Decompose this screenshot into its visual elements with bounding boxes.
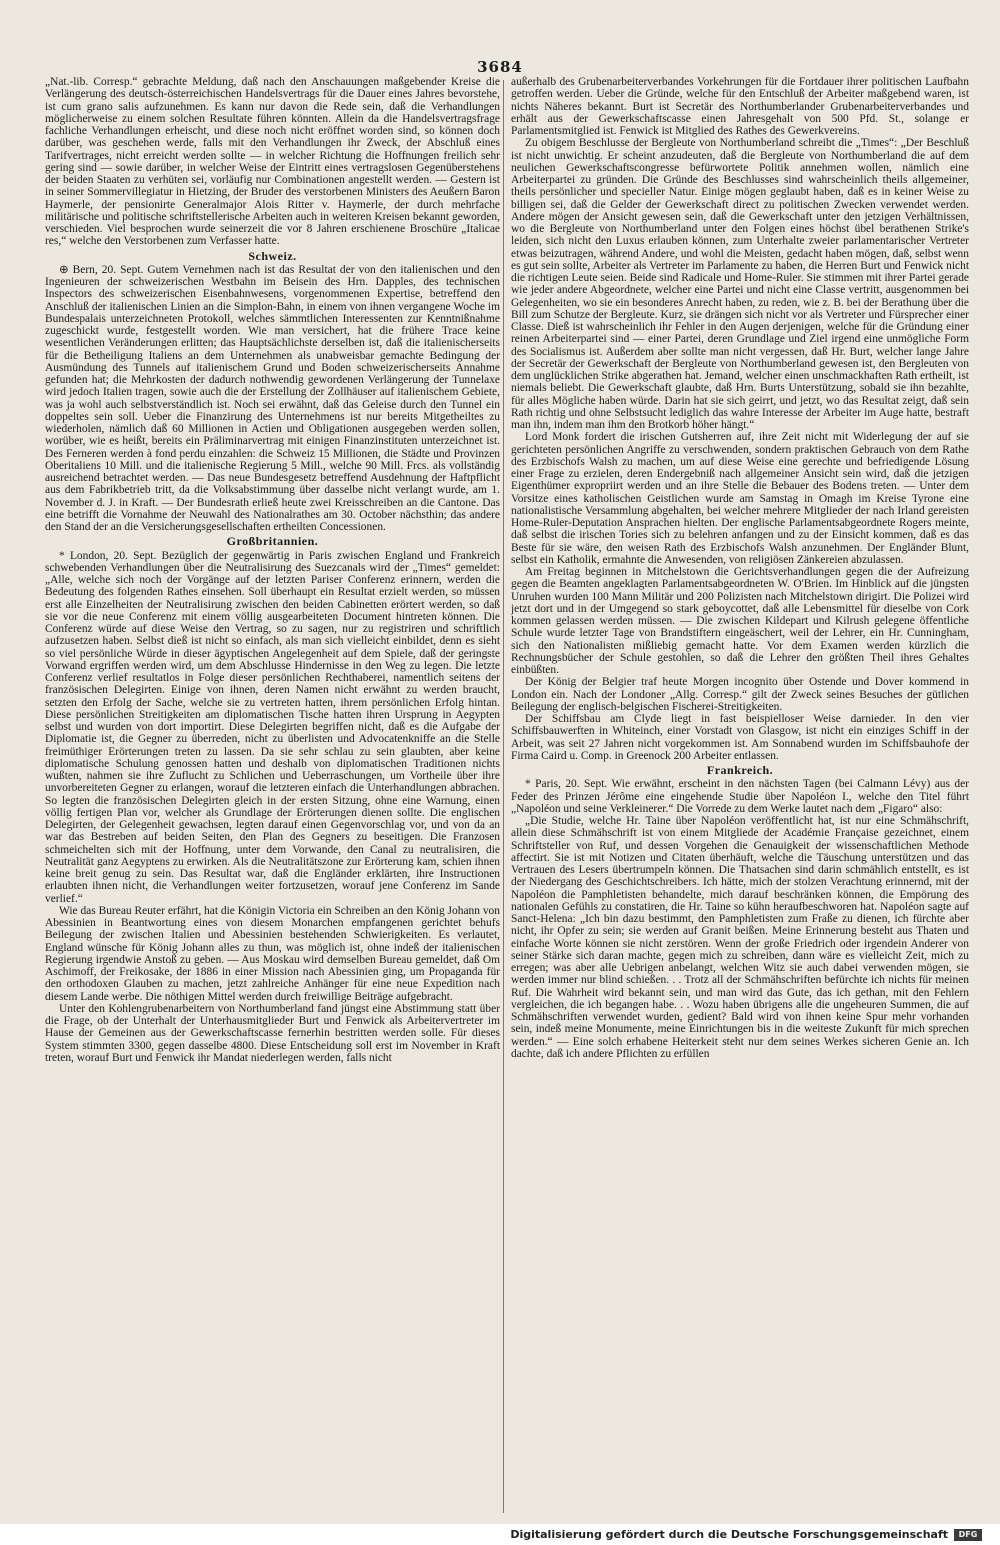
- article-paragraph: * London, 20. Sept. Bezüglich der gegenwärtig in Paris zwischen England und Frankreich schwebenden Verhandlungen über die Neutralisirung des Suezcanals wird der „Times“ gemeldet: „Alle, welche sich noch der Vorgänge auf der letzten Pariser Conferenz erinnern, werden die Bedeutung des folgenden Rathes einsehen. Soll überhaupt ein Resultat erzielt werden, so müssen erst alle Einzelheiten der Neutralisirung zwischen den beiden Cabinetten erörtert werden, so daß sie vor die neue Conferenz mit einem völlig ausgearbeiteten Document hintreten können. Die Conferenz würde auf diese Weise den Vertrag, so zu sagen, nur zu registriren und schriftlich aufzusetzen haben. Selbst dieß ist nicht so einfach, als man sich vielleicht einbildet, denn es sieht so viel persönliche Würde in dieser ägyptischen Angelegenheit auf dem Spiele, daß der geringste Vorwand ergriffen werden wird, um dem Abschlusse Hindernisse in den Weg zu legen. Die letzte Conferenz verlief resultatlos in Folge dieser persönlichen Rechthaberei, namentlich seitens der französischen Delegirten. Einige von ihnen, deren Namen nicht erwähnt zu werden braucht, setzten den Erfolg der Sache, welche sie zu vertreten hatten, ihrem persönlichen Erfolg hintan. Diese persönlichen Streitigkeiten am diplomatischen Tische hatten ihren Ursprung in Aegypten selbst und wurden von dort importirt. Diese Delegirten begriffen nicht, daß es die Aufgabe der Diplomatie ist, die Gegner zu überreden, nicht zu überlisten und Advocatenkniffe an die Stelle freimüthiger Erörterungen treten zu lassen. Da sie sehr schlau zu sein glaubten, aber keine diplomatische Schulung genossen hatten und deshalb von diplomatischen Traditionen nichts wußten, nahmen sie ihre Zuflucht zu Schlichen und Ueberraschungen, um Vortheile über ihre unvorbereiteten Gegner zu erlangen, worauf die letzteren einfach die Unterhandlungen abbrachen. So legten die französischen Delegirten gleich in der ersten Sitzung, ohne eine Warnung, einen völlig fertigen Plan vor, welcher als Grundlage der Erörterungen dienen sollte. Die englischen Delegirten, der Gelegenheit gewachsen, legten darauf einen Gegenvorschlag vor, und von da an war das Bestreben auf beiden Seiten, den Plan des Gegners zu beseitigen. Die Franzosen schmeichelten sich mit der Hoffnung, unter dem Vorwande, den Canal zu neutralisiren, die Neutralität ganz Aegyptens zu erwirken. Als die Neutralitätszone zur Erörterung kam, schien ihnen keine breit genug zu sein. Das Resultat war, daß die Engländer erklärten, ihre Instructionen erlaubten ihnen nicht, die Verhandlungen weiter fortzusetzen, worauf jene Conferenz im Sande verlief.“: [45, 549, 500, 905]
- page-number: 3684: [477, 58, 523, 76]
- article-paragraph: * Paris, 20. Sept. Wie erwähnt, erscheint in den nächsten Tagen (bei Calmann Lévy) aus der Feder des Prinzen Jérôme eine eingehende Studie über Napoléon I., welche den Titel führt „Napoléon und seine Verkleinerer.“ Die Vorrede zu dem Werke lautet nach dem „Figaro“ also:: [511, 778, 969, 815]
- article-paragraph: Lord Monk fordert die irischen Gutsherren auf, ihre Zeit nicht mit Widerlegung der auf sie gerichteten persönlichen Angriffe zu verschwenden, sondern praktischen Gebrauch von dem Rathe des Erzbischofs Walsh zu machen, um auf diese Weise eine gerechte und befriedigende Lösung einer Frage zu erzielen, deren Endergebniß nach allgemeiner Ansicht sein wird, daß die jetzigen Eigenthümer expropriirt werden und an ihre Stelle die Bebauer des Bodens treten. — Unter dem Vorsitze eines katholischen Geistlichen wurde am Samstag in Omagh im Kreise Tyrone eine nationalistische Versammlung abgehalten, bei welcher mehrere Mitglieder der nach Irland gereisten Home-Ruler-Deputation Ansprachen hielten. Der englische Parlamentsabgeordnete Rogers meinte, daß selbst die irischen Tories sich zu belehren anfangen und zu der Einsicht kommen, daß es das Beste für sie wäre, den weisen Rath des Erzbischofs Walsh anzunehmen. Der Engländer Blunt, selbst ein Katholik, ermahnte die Anwesenden, von religiösen Zänkereien abzulassen.: [511, 431, 969, 566]
- article-paragraph: Wie das Bureau Reuter erfährt, hat die Königin Victoria ein Schreiben an den König Johann von Abessinien in Beantwortung eines von diesem Monarchen empfangenen gerichtet behufs Beilegung der zwischen Italien und Abessinien bestehenden Schwierigkeiten. Es verlautet, England wünsche für König Johann alles zu thun, was möglich ist, ohne indeß der italienischen Regierung irgendwie Anstoß zu geben. — Aus Moskau wird demselben Bureau gemeldet, daß Om Aschimoff, der Freikosake, der 1886 in einer Mission nach Abessinien ging, um Propaganda für den orthodoxen Glauben zu machen, jetzt zahlreiche Anhänger für eine neue Expedition nach diesem Lande werbe. Die nöthigen Mittel werden durch freiwillige Beiträge aufgebracht.: [45, 904, 500, 1003]
- article-paragraph: außerhalb des Grubenarbeiterverbandes Vorkehrungen für die Fortdauer ihrer politischen Laufbahn getroffen werden. Ueber die Gründe, welche für den Entschluß der Arbeiter maßgebend waren, ist nichts Näheres bekannt. Burt ist Secretär des Northumberlander Grubenarbeiterverbandes und erhält aus der Gewerkschaftscasse einen Jahresgehalt von 500 Pfd. St., solange er Parlamentsmitglied ist. Fenwick ist Mitglied des Rathes des Gewerkvereins.: [511, 76, 969, 137]
- article-paragraph: Am Freitag beginnen in Mitchelstown die Gerichtsverhandlungen gegen die der Aufreizung gegen die Beamten angeklagten Parlamentsabgeordneten W. O'Brien. Im Hinblick auf die jüngsten Unruhen wurden 100 Mann Militär und 200 Polizisten nach Mitchelstown dirigirt. Die Polizei wird jetzt dort und in der Umgegend so stark geboycottet, daß alle Lebensmittel für dieselbe von Cork kommen gelassen werden müssen. — Die zwischen Kildepart und Kilrush gelegene öffentliche Schule wurde letzter Tage von Brandstiftern eingeäschert, weil der Lehrer, ein Hr. Cunningham, sich den Nationalisten mißliebig gemacht hatte. Vor dem Examen werden kürzlich die Rechnungsbücher der Schule gestohlen, so daß die Lehrer den größten Theil ihres Gehaltes einbüßten.: [511, 566, 969, 676]
- article-paragraph: Zu obigem Beschlusse der Bergleute von Northumberland schreibt die „Times“: „Der Beschluß ist nicht unwichtig. Er scheint anzudeuten, daß die Bergleute von Northumberland die auf dem neulichen Gewerkschaftscongresse befürwortete Politik annehmen wollen, nämlich eine Arbeiterpartei zu gründen. Die Gründe des Beschlusses sind wahrscheinlich theils allgemeiner, theils persönlicher und specieller Natur. Einige mögen geglaubt haben, daß es in keiner Weise zu billigen sei, daß die Gelder der Gewerkschaft direct zu politischen Zwecken verwendet werden. Andere mögen der Ansicht gewesen sein, daß die Gewerkschaft unter den jetzigen Verhältnissen, wo die Bergleute von Northumberland unter den Folgen eines höchst übel berathenen Strike's leiden, sich nicht den Luxus erlauben können, zum Unterhalte zweier parlamentarischer Vertreter etwas beizutragen, während Andere, und wohl die Meisten, gedacht haben mögen, daß, selbst wenn es gut sein sollte, Arbeiter als Vertreter im Parlamente zu haben, die Herren Burt und Fenwick nicht die richtigen Leute seien. Beide sind Radicale und Home-Ruler. Sie stimmen mit ihrer Partei gerade wie jeder andere Abgeordnete, welcher eine Partei und nicht eine Classe vertritt, ausgenommen bei Gelegenheiten, wo sie ein besonderes Anrecht haben, zu reden, wie z. B. bei der Berathung über die Bill zum Schutze der Bergleute. Kurz, sie drängen sich nicht vor als Vertreter und Fürsprecher einer Classe. Dieß ist wahrscheinlich ihr Fehler in den Augen derjenigen, welche für die Gründung einer reinen Arbeiterpartei sind — einer Partei, deren Grundlage und Ziel irgend eine unmögliche Form des Socialismus ist. Außerdem aber sollte man nicht vergessen, daß Hr. Burt, welcher lange Jahre der Secretär der Gewerkschaft der Bergleute von Northumberland gewesen ist, den Bergleuten von dem unglücklichen Strike abgerathen hat. Jemand, welcher einen unschmackhaften Rath ertheilt, ist niemals beliebt. Die Gewerkschaft glaubte, daß Hrn. Burts Unterstützung, sobald sie ihn bezahlte, für alles Mögliche haben würde. Darin hat sie sich geirrt, und jetzt, wo das Resultat zeigt, daß sein Rath richtig und ohne Selbstsucht lediglich das wahre Interesse der Arbeiter im Auge hatte, bestraft man ihn, indem man ihm den Brotkorb höher hängt.“: [511, 137, 969, 431]
- article-paragraph: „Nat.-lib. Corresp.“ gebrachte Meldung, daß nach den Anschauungen maßgebender Kreise die Verlängerung des deutsch-österreichischen Handelsvertrags für die Dauer eines Jahres bevorstehe, ist cum grano salis aufzunehmen. Es kann nur davon die Rede sein, daß die Verhandlungen möglicherweise zu einem solchen Resultate führen könnten. Allein da die Handelsvertragsfrage fachliche Verhandlungen erheischt, und diese noch nicht eröffnet worden sind, so können doch darüber, was geschehen werde, falls mit den Verhandlungen ihr Zweck, der Abschluß eines Tarifvertrages, nicht erreicht werden sollte — in welcher Richtung die Hoffnungen freilich sehr gering sind — sowie darüber, in welcher Weise der Eintritt eines vertragslosen Gegenüberstehens der beiden Staaten zu verhüten sei, vorläufig nur Combinationen angestellt werden. — Gestern ist in seiner Sommervillegiatur in Hietzing, der Bruder des verstorbenen Ministers des Aeußern Baron Haymerle, der pensionirte Generalmajor Alois Ritter v. Haymerle, der durch mehrfache militärische und politische schriftstellerische Arbeiten auch in weiteren Kreisen bekannt geworden, verschieden. Viel besprochen wurde seinerzeit die vor 8 Jahren erschienene Broschüre „Italicae res,“ welche den Verstorbenen zum Verfasser hatte.: [45, 76, 500, 248]
- section-heading-frankreich: Frankreich.: [706, 763, 774, 777]
- left-column: [45, 76, 500, 1516]
- column-divider: [503, 80, 504, 1513]
- right-column: [511, 76, 969, 1516]
- article-paragraph: Unter den Kohlengrubenarbeitern von Northumberland fand jüngst eine Abstimmung statt über die Frage, ob der Unterhalt der Unterhausmitglieder Burt und Fenwick als Arbeitervertreter im Hause der Gemeinen aus der Gewerkschaftscasse fernerhin bestritten werden solle. Für dieses System stimmten 3300, gegen dasselbe 4800. Diese Entscheidung soll erst im November in Kraft treten, worauf Burt und Fenwick ihr Mandat niederlegen werden, falls nicht: [45, 1002, 500, 1064]
- article-paragraph: „Die Studie, welche Hr. Taine über Napoléon veröffentlicht hat, ist nur eine Schmähschrift, allein diese Schmähschrift ist von einem Mitgliede der Académie Française gezeichnet, einem Schriftsteller von Ruf, und dessen Vorgehen die Genauigkeit der wissenschaftlichen Methode affectirt. Sie ist mit Notizen und Citaten überhäuft, welche die Täuschung unterstützen und das Vertrauen des Lesers übertrumpeln können. Die Thatsachen sind darin schmählich entstellt, es ist der Niedergang des Geschichtschreibers. Ich hätte, mich der stolzen Verachtung erinnernd, mit der Napoléon die Pamphletisten behandelte, mich darauf beschränken können, die Empörung des nationalen Gefühls zu constatiren, die Hr. Taine so kühn heraufbeschworen hat. Napoléon sagte auf Sanct-Helena: „Ich bin dazu bestimmt, den Pamphletisten zum Fraße zu dienen, ich fürchte aber nicht, ihr Opfer zu sein; sie werden auf Granit beißen. Meine Erinnerung besteht aus Thaten und einfache Worte können sie nicht zerstören. Wenn der große Friedrich oder irgendein Anderer von seiner Stärke sich daran machte, gegen mich zu schreiben, dann wäre es vielleicht Zeit, mich zu erregen; was aber alle Uebrigen anbelangt, welchen Witz sie auch dabei verwenden mögen, sie werden immer nur blind schießen. . . Trotz all der Schmähschriften befürchte ich nichts für meinen Ruf. Die Wahrheit wird bekannt sein, und man wird das Gute, das ich gethan, mit den Fehlern vergleichen, die ich begangen habe. . . Wozu haben übrigens alle die ungeheuren Summen, die auf Schmähschriften verwendet wurden, gedient? Bald wird von ihnen keine Spur mehr vorhanden sein, indeß meine Monumente, meine Einrichtungen bis in die weiteste Zukunft für mich sprechen werden.“ — Eine solch erhabene Heiterkeit steht nur dem seines Werkes sicheren Genie an. Ich dachte, daß ich andere Pflichten zu erfüllen: [511, 815, 969, 1060]
- article-paragraph: Der Schiffsbau am Clyde liegt in fast beispielloser Weise darnieder. In den vier Schiffsbauwerften in Whiteinch, einer Vorstadt von Glasgow, ist nicht ein einziges Schiff in der Arbeit, was seit 27 Jahren nicht vorgekommen ist. Am Sonnabend wurden im Schiffsbauhofe der Firma Caird u. Comp. in Greenock 200 Arbeiter entlassen.: [511, 713, 969, 762]
- dfg-logo: DFG: [954, 1529, 982, 1541]
- digitization-footer: [0, 1524, 1000, 1545]
- section-heading-grossbritannien: Großbritannien.: [226, 534, 319, 549]
- article-paragraph: Der König der Belgier traf heute Morgen incognito über Ostende und Dover kommend in London ein. Nach der Londoner „Allg. Corresp.“ gilt der Zweck seines Besuches der gütlichen Beilegung der englisch-belgischen Fischerei-Streitigkeiten.: [511, 676, 969, 713]
- section-heading-schweiz: Schweiz.: [248, 248, 297, 263]
- funding-note: Digitalisierung gefördert durch die Deutsche Forschungsgemeinschaft: [510, 1528, 948, 1541]
- article-paragraph: ⊕ Bern, 20. Sept. Gutem Vernehmen nach ist das Resultat der von den italienischen und den Ingenieuren der schweizerischen Westbahn im Beisein des Hrn. Dapples, des technischen Inspectors des schweizerischen Eisenbahnwesens, vorgenommenen Expertise, betreffend den Anschluß der italienischen Linien an die Simplon-Bahn, in einem von ihnen vergangene Woche im Bundespalais unterzeichneten Protokoll, welches sämmtlichen Interessenten zur Kenntnißnahme zugeschickt wurde, festgestellt worden. Wie man versichert, hat die frühere Trace keine wesentlichen Veränderungen erlitten; das Hauptsächlichste derselben ist, daß die italienischerseits für die Betheiligung Italiens an dem Unternehmen als unabweisbar gemachte Bedingung der Ausmündung des Tunnels auf italienischem Grund und Boden schweizerischerseits Annahme gefunden hat; die Mehrkosten der dadurch nothwendig gewordenen Verlängerung der Tunnelaxe wird jedoch Italien tragen, sowie auch die der Erstellung der Zollhäuser auf italienischem Gebiete, was ja wohl auch selbstverständlich ist. Noch sei erwähnt, daß das Geleise durch den Tunnel ein doppeltes sein soll. Ueber die Finanzirung des Unternehmens ist nur bereits Mitgetheiltes zu wiederholen, nämlich daß 60 Millionen in Actien und Obligationen ausgegeben werden sollen, worüber, wie es heißt, bereits ein Präliminarvertrag mit einigen Finanzinstituten unterzeichnet ist. Des Ferneren werden à fond perdu einzahlen: die Schweiz 15 Millionen, die Städte und Provinzen Oberitaliens 10 Mill. und die italienische Regierung 5 Mill., welche 90 Mill. Frcs. als vollständig ausreichend betrachtet werden. — Das neue Bundesgesetz betreffend Ausdehnung der Haftpflicht aus dem Fabrikbetrieb tritt, da die Volksabstimmung über dasselbe nicht verlangt wurde, am 1. November d. J. in Kraft. — Der Bundesrath erließ heute zwei Kreisschreiben an die Cantone. Das eine betrifft die Vornahme der Neuwahl des Nationalrathes am 30. October nächsthin; das andere den Stand der an die Versicherungsgesellschaften ertheilten Concessionen.: [45, 263, 500, 533]
